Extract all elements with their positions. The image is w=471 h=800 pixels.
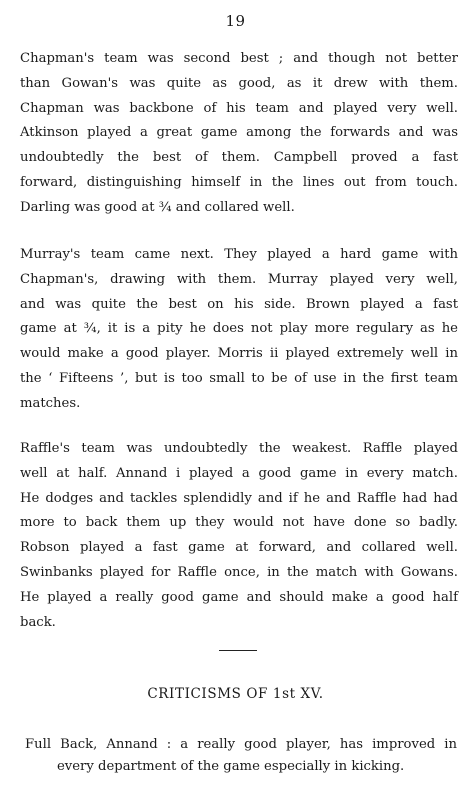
text-line: Murray's team came next. They played a hard game with [20,247,458,262]
text-line: Raffle's team was undoubtedly the weakest. Raffle played [20,441,458,456]
text-line: Chapman was backbone of his team and played very well. [20,100,458,116]
page-number: 19 [225,12,246,30]
criticism-full-back [25,734,457,778]
text-line: forward, distinguishing himself in the lines out from touch. [20,174,458,190]
text-line: game at ¾, it is a pity he does not play more regulary as he [20,321,458,337]
text-line: Full Back, Annand : a really good player, has improved in [25,737,457,752]
text-line: back. [20,614,56,630]
text-line: He played a really good game and should make a good half [20,589,458,605]
text-line: Atkinson played a great game among the forwards and was [20,125,458,141]
text-line: would make a good player. Morris ii played extremely well in [20,346,458,362]
paragraph-chapman-team [20,47,458,221]
text-line: well at half. Annand i played a good game in every match. [20,465,458,481]
text-line: more to back them up they would not have done so badly. [20,515,458,531]
text-line: the ‘ Fifteens ’, but is too small to be of use in the first team [20,370,458,386]
text-line: Darling was good at ¾ and collared well. [20,199,295,215]
section-heading: CRITICISMS OF 1st XV. [147,686,324,702]
text-line: He dodges and tackles splendidly and if he and Raffle had had [20,490,458,506]
text-line: than Gowan's was quite as good, as it drew with them. [20,75,458,91]
text-line: every department of the game especially in kicking. [57,759,405,774]
section-divider [219,650,257,651]
text-line: Chapman's team was second best ; and though not better [20,51,458,66]
text-line: Swinbanks played for Raffle once, in the match with Gowans. [20,564,458,580]
text-line: and was quite the best on his side. Brown played a fast [20,296,458,312]
text-line: Robson played a fast game at forward, and collared well. [20,540,458,556]
paragraph-raffle-team [20,437,458,635]
text-line: matches. [20,395,81,411]
text-line: undoubtedly the best of them. Campbell proved a fast [20,150,458,166]
text-line: Chapman's, drawing with them. Murray played very well, [20,271,458,287]
paragraph-murray-team [20,243,458,417]
